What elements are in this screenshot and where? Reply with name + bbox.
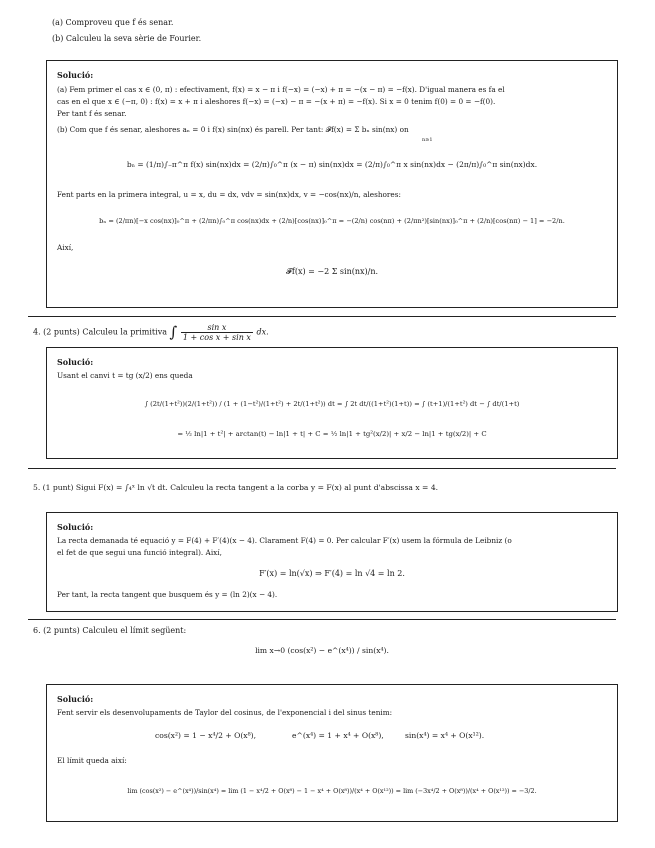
solution-heading: Solució: [57, 70, 94, 80]
solution-paragraph: La recta demanada té equació y = F(4) + F′(4)(x − 4). Clarament F(4) = 0. Per calcular F′(x) usem la fórmula de Leibniz (o [57, 536, 512, 545]
solution-box-3 [46, 60, 618, 308]
solution-paragraph: el fet de que segui una funció integral). Així, [57, 548, 222, 557]
question-4-differential: dx. [256, 327, 269, 337]
solution-paragraph: Fent parts en la primera integral, u = x, du = dx, vdv = sin(nx)dx, v = −cos(nx)/n, aleshores: [57, 190, 401, 199]
question-4-fraction [181, 323, 253, 342]
intro-item-b: (b) Calculeu la seva sèrie de Fourier. [52, 34, 202, 43]
equation-bn: bₙ = (1/π)∫₋π^π f(x) sin(nx)dx = (2/π)∫₀^π (x − π) sin(nx)dx = (2/π)∫₀^π x sin(nx)dx − (2π/π)∫₀^π sin(nx)dx. [126, 160, 538, 169]
taylor-sine: sin(x⁴) = x⁴ + O(x¹²). [405, 731, 485, 740]
solution-paragraph: Usant el canvi t = tg (x/2) ens queda [57, 371, 193, 380]
solution-heading: Solució: [57, 522, 94, 532]
solution-paragraph: Fent servir els desenvolupaments de Taylor del cosinus, de l'exponencial i del sinus tenim: [57, 708, 393, 717]
solution-paragraph: Per tant, la recta tangent que busquem és y = (ln 2)(x − 4). [57, 590, 278, 599]
equation-primitive-result: = ½ ln|1 + t²| + arctan(t) − ln|1 + t| + C = ½ ln|1 + tg²(x/2)| + x/2 − ln|1 + tg(x/2)| + C [177, 430, 487, 438]
solution-paragraph: (a) Fem primer el cas x ∈ (0, π) : efectivament, f(x) = x − π i f(−x) = (−x) + π = −(x − π) = −f(x). D'igual manera es fa el [57, 85, 505, 94]
fourier-statement: (b) Com que f és senar, aleshores aₙ = 0 i f(x) sin(nx) és parell. Per tant: 𝓕f(x) = Σ bₙ sin(nx) on [57, 125, 409, 134]
fraction-numerator: sin x [181, 323, 253, 333]
question-6-limit: lim x→0 (cos(x²) − e^(x⁴)) / sin(x⁴). [255, 646, 389, 655]
solution-heading: Solució: [57, 694, 94, 704]
fraction-denominator: 1 + cos x + sin x [182, 333, 251, 342]
section-divider [28, 619, 616, 620]
intro-item-a: (a) Comproveu que f és senar. [52, 18, 174, 27]
solution-box-4 [46, 347, 618, 459]
equation-derivative: F′(x) = ln(√x) ⇒ F′(4) = ln √4 = ln 2. [259, 569, 405, 578]
equation-substitution: ∫ (2t/(1+t²))(2/(1+t²)) / (1 + (1−t²)/(1+t²) + 2t/(1+t²)) dt = ∫ 2t dt/((1+t²)(1+t)) = ∫ (t+1)/(1+t²) dt − ∫ dt/(1+t) [144, 400, 520, 408]
sum-index: n≥1 [422, 137, 433, 143]
section-divider [28, 468, 616, 469]
equation-limit-result: lim (cos(x²) − e^(x⁴))/sin(x⁴) = lim (1 − x⁴/2 + O(x⁸) − 1 − x⁴ + O(x⁸))/(x⁴ + O(x¹²)) = lim (−3x⁴/2 + O(x⁸))/(x⁴ + O(x¹²)) = −3/2. [127, 787, 537, 795]
solution-paragraph: Per tant f és senar. [57, 109, 127, 118]
integral-sign-icon: ∫ [169, 323, 178, 341]
taylor-exponential: e^(x⁴) = 1 + x⁴ + O(x⁸), [292, 731, 384, 740]
solution-paragraph: cas en el que x ∈ (−π, 0) : f(x) = x + π i aleshores f(−x) = (−x) − π = −(x + π) = −f(x). Si x = 0 tenim f(0) = 0 = −f(0). [57, 97, 496, 106]
solution-box-6 [46, 684, 618, 822]
solution-box-5 [46, 512, 618, 612]
question-4-statement [33, 323, 269, 342]
equation-bn-parts: bₙ = (2/πn)[−x cos(nx)]₀^π + (2/πn)∫₀^π cos(nx)dx + (2/n)[cos(nx)]₀^π = −(2/n) cos(nπ) + (2/πn²)[sin(nx)]₀^π + (2/n)[cos(nπ) − 1] = −2/n. [99, 217, 565, 225]
solution-paragraph: Així, [57, 243, 74, 252]
question-6-statement: 6. (2 punts) Calculeu el límit següent: [33, 626, 187, 635]
question-5-statement: 5. (1 punt) Sigui F(x) = ∫₄ˣ ln √t dt. Calculeu la recta tangent a la corba y = F(x) al punt d'abscissa x = 4. [33, 483, 439, 492]
section-divider [28, 316, 616, 317]
solution-paragraph: El límit queda així: [57, 756, 127, 765]
taylor-cosine: cos(x²) = 1 − x⁴/2 + O(x⁸), [155, 731, 256, 740]
solution-paragraph [57, 124, 409, 135]
equation-fourier-series: 𝓕f(x) = −2 Σ sin(nx)/n. [285, 267, 379, 276]
question-4-text: 4. (2 punts) Calculeu la primitiva [33, 327, 167, 337]
solution-heading: Solució: [57, 357, 94, 367]
